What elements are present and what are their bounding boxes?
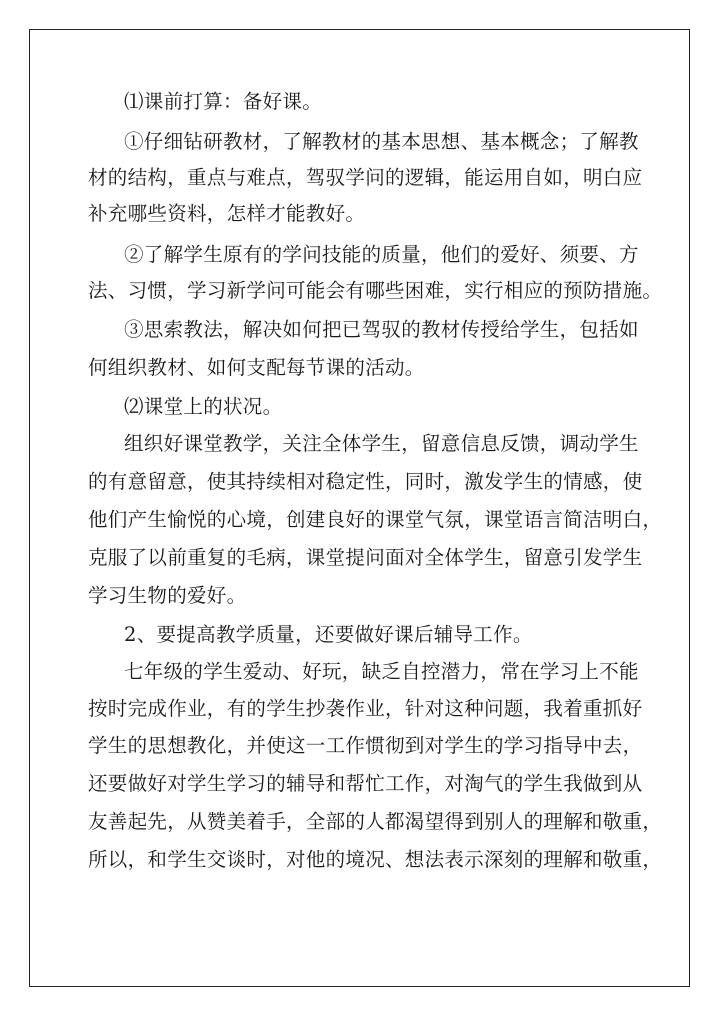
text-line: 还要做好对学生学习的辅导和帮忙工作，对淘气的学生我做到从 <box>88 772 643 795</box>
text-line: ⑴课前打算：备好课。 <box>124 90 323 113</box>
text-line: 七年级的学生爱动、好玩，缺乏自控潜力，常在学习上不能 <box>124 660 639 683</box>
text-line: 补充哪些资料，怎样才能教好。 <box>88 202 366 225</box>
text-line: 他们产生愉悦的心境，创建良好的课堂气氛，课堂语言简洁明白， <box>88 508 663 531</box>
text-line: 学生的思想教化，并使这一工作惯彻到对学生的学习指导中去， <box>88 734 643 757</box>
text-line: 学习生物的爱好。 <box>88 584 247 607</box>
text-line: ②了解学生原有的学问技能的质量，他们的爱好、须要、方 <box>124 243 639 266</box>
text-line: ⑵课堂上的状况。 <box>124 395 283 418</box>
text-line: ③思索教法，解决如何把已驾驭的教材传授给学生，包括如 <box>124 318 639 341</box>
text-line: 法、习惯，学习新学问可能会有哪些困难，实行相应的预防措施。 <box>88 279 663 302</box>
text-line: 克服了以前重复的毛病，课堂提问面对全体学生，留意引发学生 <box>88 546 643 569</box>
text-line: ①仔细钻研教材，了解教材的基本思想、基本概念；了解教 <box>124 130 639 153</box>
text-line: 何组织教材、如何支配每节课的活动。 <box>88 356 425 379</box>
text-line: 友善起先，从赞美着手，全部的人都渴望得到别人的理解和敬重， <box>88 810 663 833</box>
text-line: 2、要提高教学质量，还要做好课后辅导工作。 <box>124 623 533 646</box>
text-line: 所以，和学生交谈时，对他的境况、想法表示深刻的理解和敬重， <box>88 848 663 871</box>
text-line: 的有意留意，使其持续相对稳定性，同时，激发学生的情感，使 <box>88 470 643 493</box>
text-line: 按时完成作业，有的学生抄袭作业，针对这种问题，我着重抓好 <box>88 697 643 720</box>
text-line: 材的结构，重点与难点，驾驭学问的逻辑，能运用自如，明白应 <box>88 166 643 189</box>
text-line: 组织好课堂教学，关注全体学生，留意信息反馈，调动学生 <box>124 432 639 455</box>
